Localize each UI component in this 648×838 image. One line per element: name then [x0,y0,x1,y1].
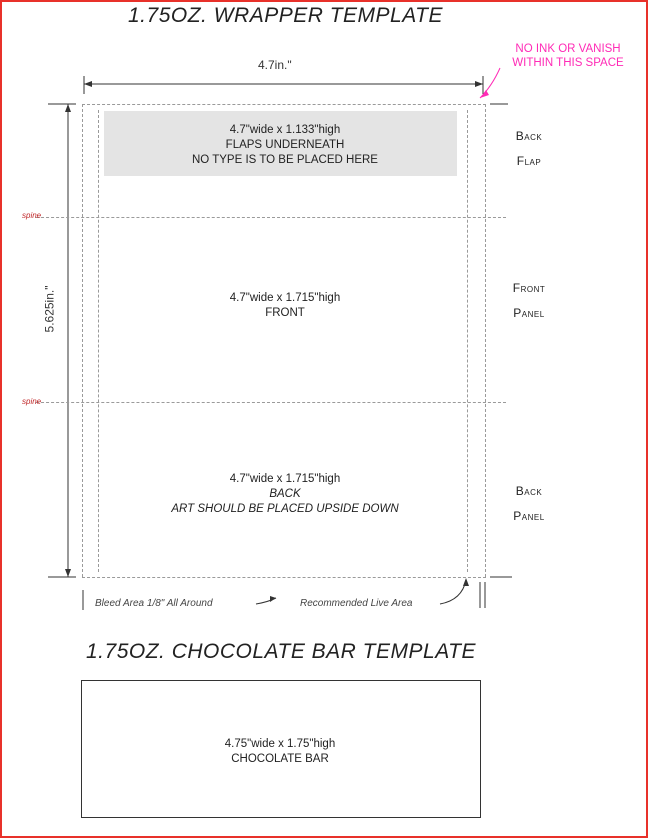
back-panel-size: 4.7"wide x 1.715"high [229,473,341,485]
bleed-left-line [82,104,83,577]
front-panel-label-2: Panel [513,306,545,320]
front-panel-line-1: FRONT [265,307,305,319]
front-panel-label-1: Front [512,281,546,295]
height-dimension-label: 5.625in." [42,285,57,333]
back-panel-line-2: ART SHOULD BE PLACED UPSIDE DOWN [171,503,399,515]
bleed-top-line [82,104,486,105]
back-panel-label-1: Back [515,484,543,498]
back-flap-text [180,123,390,168]
back-flap-label-1: Back [515,129,543,143]
back-flap-line-2: NO TYPE IS TO BE PLACED HERE [192,154,378,166]
back-flap-label [494,124,564,174]
bleed-bottom-line [82,577,486,578]
chocolate-bar-label: CHOCOLATE BAR [231,753,329,765]
spine-fold-line-1 [36,217,506,218]
back-flap-size: 4.7"wide x 1.133"high [229,124,341,136]
front-panel-text [190,291,380,321]
bleed-right-line [485,104,486,577]
spine-label-bottom: spine [22,397,42,406]
spine-label-top: spine [22,211,42,220]
front-panel-label [494,276,564,326]
spine-fold-line-2 [36,402,506,403]
bleed-area-note: Bleed Area 1/8" All Around [95,598,213,609]
no-ink-note: NO INK OR VANISH WITHIN THIS SPACE [512,43,624,69]
live-left-line [98,110,99,572]
back-flap-label-2: Flap [516,154,542,168]
live-right-line [467,110,468,572]
wrapper-template-title: 1.75OZ. WRAPPER TEMPLATE [128,4,444,27]
chocolate-bar-text [180,737,380,767]
width-dimension-label: 4.7in." [258,58,292,72]
back-panel-text [150,472,420,517]
chocolate-bar-size: 4.75"wide x 1.75"high [224,738,336,750]
live-area-note: Recommended Live Area [300,598,413,609]
front-panel-size: 4.7"wide x 1.715"high [229,292,341,304]
chocolate-bar-template-title: 1.75OZ. CHOCOLATE BAR TEMPLATE [86,640,476,663]
back-panel-line-1: BACK [269,488,301,500]
back-flap-line-1: FLAPS UNDERNEATH [225,139,345,151]
back-panel-label [494,479,564,529]
back-panel-label-2: Panel [513,509,545,523]
